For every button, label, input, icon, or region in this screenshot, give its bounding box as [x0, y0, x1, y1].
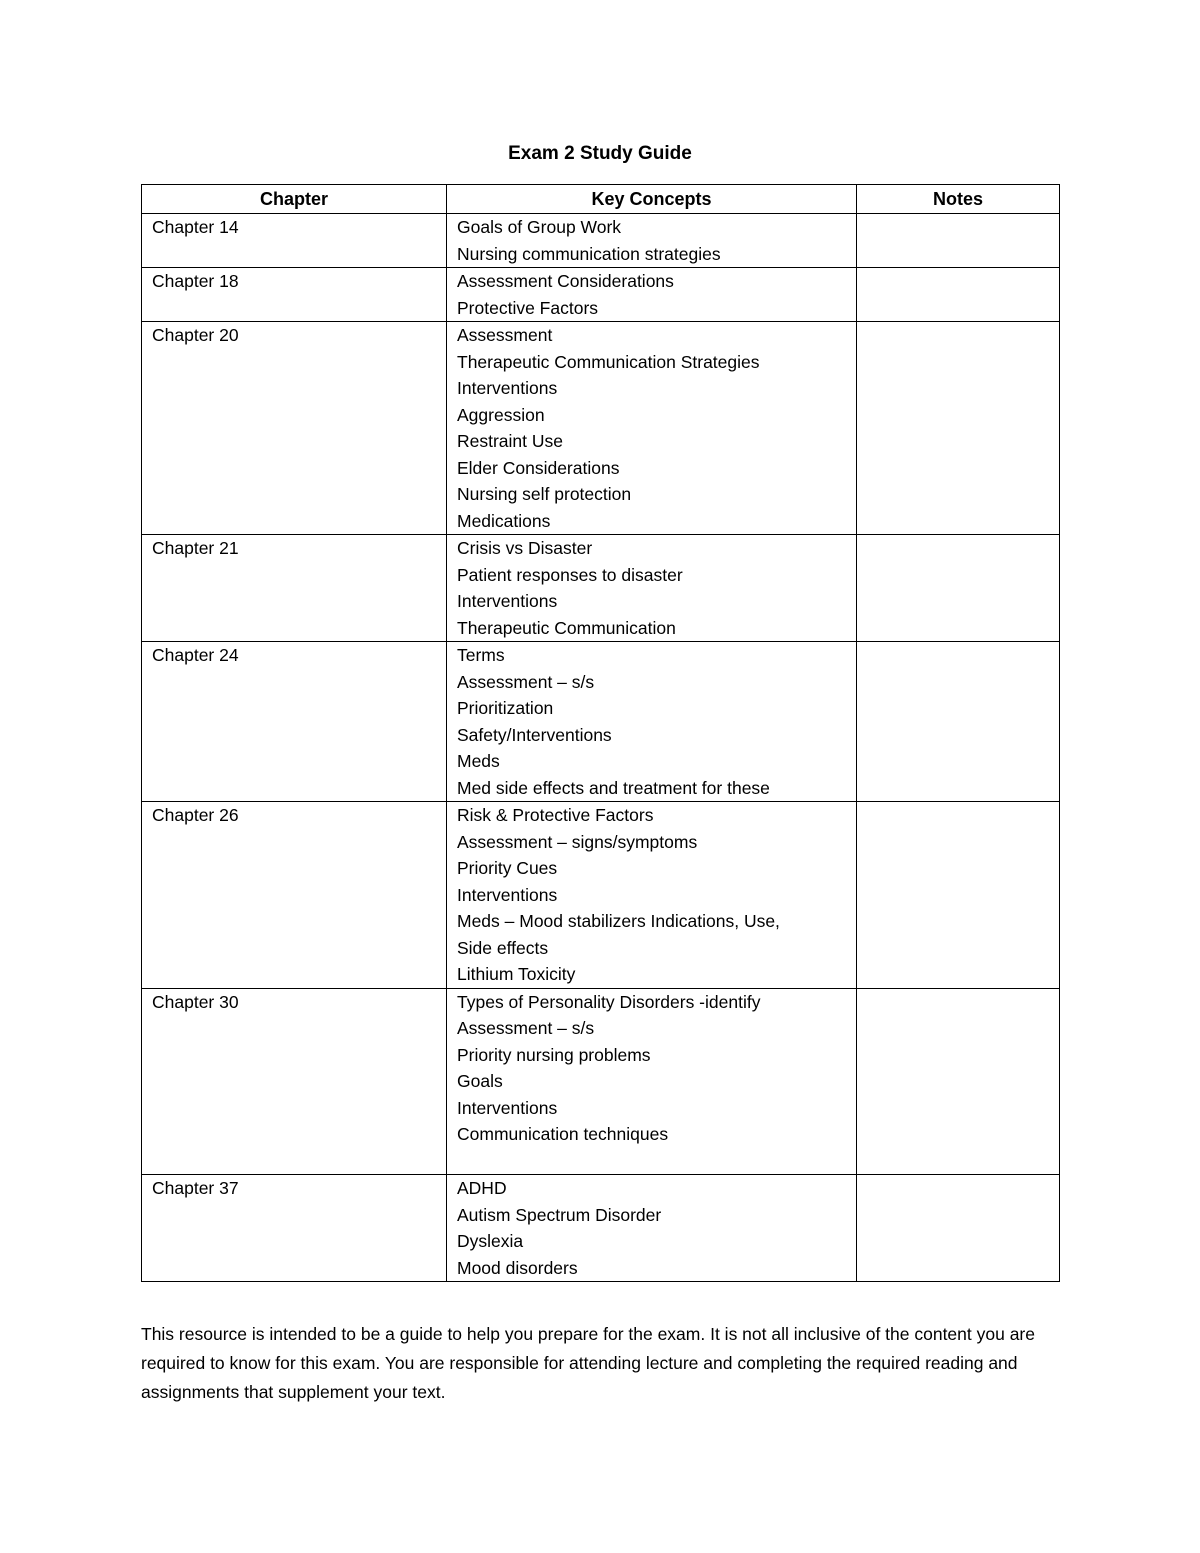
key-concept-item [457, 1148, 846, 1175]
key-concept-item: Meds – Mood stabilizers Indications, Use, [457, 911, 780, 931]
key-concept-item: Assessment – s/s [457, 671, 595, 692]
key-concept-item: Mood disorders [457, 1257, 578, 1278]
key-concept-item: Priority nursing problems [457, 1044, 651, 1065]
table-header-row [142, 185, 1060, 214]
key-concept-item: Interventions [457, 1097, 558, 1118]
key-concept-item: Meds [457, 751, 500, 771]
key-concept-item: Med side effects and treatment for these [457, 777, 770, 798]
key-concept-item: Assessment [457, 325, 553, 345]
key-concept-item: Patient responses to disaster [457, 564, 683, 585]
key-concept-item: Therapeutic Communication Strategies [457, 351, 760, 372]
table-row [142, 268, 1060, 322]
key-concept-item: Therapeutic Communication [457, 617, 676, 638]
key-concept-item: Protective Factors [457, 297, 599, 318]
key-concept-item: Assessment – s/s [457, 1018, 595, 1038]
table-row [142, 1175, 1060, 1282]
key-concept-item: Dyslexia [457, 1231, 524, 1251]
study-guide-table [141, 184, 1060, 1282]
key-concept-item: Goals of Group Work [457, 217, 622, 237]
table-row [142, 802, 1060, 989]
key-concept-item: Aggression [457, 404, 545, 425]
key-concept-item: Priority Cues [457, 858, 558, 878]
document-title: Exam 2 Study Guide [508, 143, 692, 164]
chapter-cell: Chapter 21 [142, 535, 447, 642]
chapter-cell: Chapter 26 [142, 802, 447, 989]
key-concept-item: Safety/Interventions [457, 724, 612, 745]
key-concept-item: Interventions [457, 378, 558, 398]
notes-cell [857, 1175, 1060, 1282]
key-concept-item: Assessment Considerations [457, 271, 674, 291]
notes-cell [857, 322, 1060, 535]
key-concepts-cell [447, 988, 857, 1175]
key-concept-item: Restraint Use [457, 431, 564, 451]
header-chapter: Chapter [142, 185, 447, 214]
key-concepts-cell [447, 802, 857, 989]
key-concepts-cell [447, 1175, 857, 1282]
key-concept-item: Nursing communication strategies [457, 243, 721, 264]
key-concepts-cell [447, 535, 857, 642]
key-concept-item: Interventions [457, 591, 558, 611]
key-concept-item: ADHD [457, 1178, 507, 1198]
chapter-cell: Chapter 14 [142, 214, 447, 268]
key-concepts-cell [447, 322, 857, 535]
key-concept-item: Autism Spectrum Disorder [457, 1204, 662, 1225]
notes-cell [857, 268, 1060, 322]
key-concepts-cell [447, 642, 857, 802]
table-row [142, 535, 1060, 642]
key-concept-item: Nursing self protection [457, 484, 632, 504]
table-row [142, 642, 1060, 802]
key-concept-item: Risk & Protective Factors [457, 805, 654, 825]
notes-cell [857, 988, 1060, 1175]
header-key-concepts: Key Concepts [447, 185, 857, 214]
disclaimer-paragraph: This resource is intended to be a guide to help you prepare for the exam. It is not all inclusive of the content you are required to know for this exam. You are responsible for attending lecture and completing the required reading and assignments that supplement your text. [141, 1324, 1035, 1402]
table-row [142, 322, 1060, 535]
key-concept-item: Communication techniques [457, 1124, 669, 1144]
chapter-cell: Chapter 37 [142, 1175, 447, 1282]
key-concept-item: Terms [457, 645, 505, 665]
key-concepts-cell [447, 214, 857, 268]
key-concept-item: Prioritization [457, 698, 554, 718]
header-notes: Notes [857, 185, 1060, 214]
notes-cell [857, 214, 1060, 268]
chapter-cell: Chapter 18 [142, 268, 447, 322]
key-concept-item: Side effects [457, 937, 549, 958]
key-concept-item: Crisis vs Disaster [457, 538, 593, 558]
notes-cell [857, 642, 1060, 802]
table-body [142, 214, 1060, 1282]
key-concept-item: Types of Personality Disorders -identify [457, 991, 761, 1012]
key-concept-item: Medications [457, 510, 551, 531]
chapter-cell: Chapter 30 [142, 988, 447, 1175]
notes-cell [857, 802, 1060, 989]
key-concept-item: Goals [457, 1071, 503, 1091]
key-concept-item: Interventions [457, 884, 558, 905]
key-concept-item: Elder Considerations [457, 457, 620, 478]
key-concept-item: Lithium Toxicity [457, 964, 576, 984]
chapter-cell: Chapter 24 [142, 642, 447, 802]
notes-cell [857, 535, 1060, 642]
key-concepts-cell [447, 268, 857, 322]
key-concept-item: Assessment – signs/symptoms [457, 831, 698, 852]
chapter-cell: Chapter 20 [142, 322, 447, 535]
table-row [142, 214, 1060, 268]
table-row [142, 988, 1060, 1175]
